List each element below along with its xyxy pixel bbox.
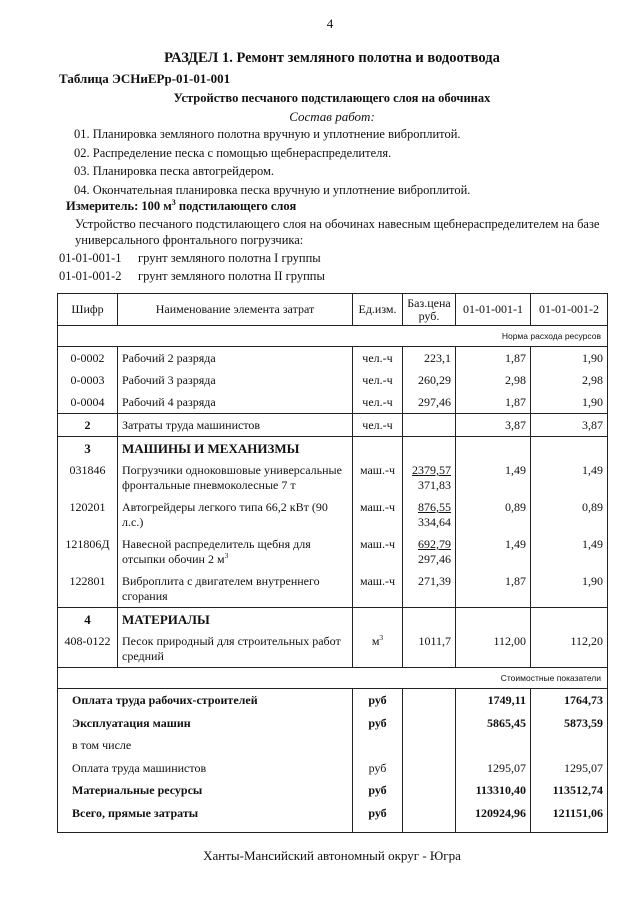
work-item: 04. Окончательная планировка песка вручную и уплотнение виброплитой. — [74, 182, 471, 197]
summary-unit: руб — [353, 689, 403, 712]
band-norms-row — [58, 326, 608, 347]
summary-row — [58, 757, 608, 780]
row-value-2: 1,49 — [531, 459, 608, 496]
table-header-row — [58, 294, 608, 326]
row-unit: маш.-ч — [353, 459, 403, 496]
row-code: 408-0122 — [58, 630, 118, 668]
table-section-row — [58, 437, 608, 460]
band-costs: Стоимостные показатели — [58, 668, 608, 689]
summary-value-2: 1295,07 — [531, 757, 608, 780]
summary-label: в том числе — [58, 734, 353, 757]
price-total: 692,79 — [418, 537, 451, 551]
measure-suffix: подстилающего слоя — [175, 199, 297, 213]
section-name: МАТЕРИАЛЫ — [118, 608, 353, 631]
row-unit-text: м — [371, 634, 380, 648]
empty-cell — [403, 712, 456, 735]
empty-cell — [58, 824, 353, 833]
header-code: Шифр — [58, 294, 118, 326]
table-row — [58, 369, 608, 391]
section-code: 3 — [58, 437, 118, 460]
row-code: 122801 — [58, 570, 118, 608]
table-row — [58, 347, 608, 370]
variant-label: грунт земляного полотна I группы — [138, 251, 321, 265]
row-price — [403, 533, 456, 570]
row-name: Песок природный для строительных работ средний — [118, 630, 353, 668]
empty-cell — [403, 757, 456, 780]
row-unit: маш.-ч — [353, 496, 403, 533]
table-row — [58, 570, 608, 608]
empty-cell — [403, 824, 456, 833]
header-unit: Ед.изм. — [353, 294, 403, 326]
header-name: Наименование элемента затрат — [118, 294, 353, 326]
row-value-1: 2,98 — [456, 369, 531, 391]
row-code: 031846 — [58, 459, 118, 496]
price-total: 2379,57 — [412, 463, 451, 477]
summary-value-1: 120924,96 — [456, 802, 531, 825]
table-row — [58, 496, 608, 533]
works-heading: Состав работ: — [289, 109, 375, 124]
summary-value-2: 1764,73 — [531, 689, 608, 712]
table-row — [58, 459, 608, 496]
empty-cell — [403, 802, 456, 825]
table-row — [58, 391, 608, 414]
row-price — [403, 414, 456, 437]
row-name: Рабочий 4 разряда — [118, 391, 353, 414]
measure-unit — [66, 199, 296, 214]
empty-cell — [403, 734, 456, 757]
summary-unit: руб — [353, 712, 403, 735]
empty-cell — [456, 824, 531, 833]
section-name: МАШИНЫ И МЕХАНИЗМЫ — [118, 437, 353, 460]
row-price: 223,1 — [403, 347, 456, 370]
row-value-1: 1,49 — [456, 459, 531, 496]
band-norms: Норма расхода ресурсов — [58, 326, 608, 347]
row-value-2: 0,89 — [531, 496, 608, 533]
row-code: 0-0003 — [58, 369, 118, 391]
row-price: 260,29 — [403, 369, 456, 391]
measure-prefix: Измеритель: 100 м — [66, 199, 172, 213]
summary-row — [58, 734, 608, 757]
row-code: 120201 — [58, 496, 118, 533]
variants-list — [59, 249, 325, 285]
row-price: 1011,7 — [403, 630, 456, 668]
table-row — [58, 533, 608, 570]
empty-cell — [531, 608, 608, 631]
summary-row — [58, 712, 608, 735]
empty-cell — [403, 608, 456, 631]
empty-cell — [531, 824, 608, 833]
row-value-1: 3,87 — [456, 414, 531, 437]
row-value-2: 1,49 — [531, 533, 608, 570]
row-name — [118, 533, 353, 570]
measure-sup: 3 — [171, 197, 176, 207]
summary-unit: руб — [353, 757, 403, 780]
section-code: 4 — [58, 608, 118, 631]
row-unit-sup: 3 — [379, 633, 384, 642]
summary-row — [58, 689, 608, 712]
summary-value-2: 121151,06 — [531, 802, 608, 825]
empty-cell — [403, 437, 456, 460]
row-price: 297,46 — [403, 391, 456, 414]
variant-code: 01-01-001-2 — [59, 269, 122, 283]
summary-value-2: 113512,74 — [531, 779, 608, 802]
header-price: Баз.цена руб. — [403, 294, 456, 326]
summary-unit: руб — [353, 779, 403, 802]
price-labor: 371,83 — [418, 478, 451, 492]
row-value-1: 1,87 — [456, 347, 531, 370]
table-subtitle: Устройство песчаного подстилающего слоя на обочинах — [173, 91, 491, 105]
empty-cell — [403, 779, 456, 802]
row-value-2: 1,90 — [531, 347, 608, 370]
row-code: 0-0002 — [58, 347, 118, 370]
row-unit: маш.-ч — [353, 533, 403, 570]
row-name-text: Навесной распределитель щебня для отсыпки обочин 2 м — [122, 537, 311, 566]
price-labor: 334,64 — [418, 515, 451, 529]
summary-value-1: 1749,11 — [456, 689, 531, 712]
variant-item — [59, 267, 325, 285]
row-name: Затраты труда машинистов — [118, 414, 353, 437]
row-code: 2 — [58, 414, 118, 437]
description: Устройство песчаного подстилающего слоя на обочинах навесным щебнераспределителем на базе универсального фронтального погрузчика: — [75, 217, 600, 247]
price-total: 876,55 — [418, 500, 451, 514]
summary-value-2: 5873,59 — [531, 712, 608, 735]
row-value-1: 1,87 — [456, 391, 531, 414]
summary-value-2 — [531, 734, 608, 757]
variant-code: 01-01-001-1 — [59, 251, 122, 265]
row-price — [403, 496, 456, 533]
works-list — [74, 125, 470, 199]
row-price: 271,39 — [403, 570, 456, 608]
empty-cell — [456, 437, 531, 460]
empty-cell — [353, 824, 403, 833]
work-item: 01. Планировка земляного полотна вручную и уплотнение виброплитой. — [74, 127, 461, 141]
resource-table — [57, 293, 608, 833]
table-row-group — [58, 414, 608, 437]
page-number: 4 — [326, 16, 334, 31]
empty-cell — [403, 689, 456, 712]
summary-value-1 — [456, 734, 531, 757]
row-price — [403, 459, 456, 496]
row-value-2: 1,90 — [531, 391, 608, 414]
table-bottom-padding — [58, 824, 608, 833]
row-name: Погрузчики одноковшовые универсальные фронтальные пневмоколесные 7 т — [118, 459, 353, 496]
row-value-2: 3,87 — [531, 414, 608, 437]
row-code: 0-0004 — [58, 391, 118, 414]
row-name: Рабочий 2 разряда — [118, 347, 353, 370]
summary-label: Всего, прямые затраты — [58, 802, 353, 825]
summary-label: Оплата труда рабочих-строителей — [58, 689, 353, 712]
row-value-2: 2,98 — [531, 369, 608, 391]
row-name: Рабочий 3 разряда — [118, 369, 353, 391]
work-item: 03. Планировка песка автогрейдером. — [74, 164, 275, 178]
empty-cell — [456, 608, 531, 631]
row-unit: чел.-ч — [353, 391, 403, 414]
section-title: РАЗДЕЛ 1. Ремонт земляного полотна и водоотвода — [164, 50, 500, 66]
price-labor: 297,46 — [418, 552, 451, 566]
variant-item — [59, 249, 325, 267]
row-unit: маш.-ч — [353, 570, 403, 608]
variant-label: грунт земляного полотна II группы — [138, 269, 325, 283]
row-value-1: 1,49 — [456, 533, 531, 570]
table-code: Таблица ЭСНиЕРр-01-01-001 — [59, 71, 231, 86]
header-variant-2: 01-01-001-2 — [531, 294, 608, 326]
header-variant-1: 01-01-001-1 — [456, 294, 531, 326]
row-name: Виброплита с двигателем внутреннего сгорания — [118, 570, 353, 608]
row-code: 121806Д — [58, 533, 118, 570]
summary-unit — [353, 734, 403, 757]
summary-label: Эксплуатация машин — [58, 712, 353, 735]
row-value-2: 112,20 — [531, 630, 608, 668]
band-costs-row — [58, 668, 608, 689]
row-name-sup: 3 — [224, 551, 229, 560]
empty-cell — [353, 608, 403, 631]
row-value-2: 1,90 — [531, 570, 608, 608]
empty-cell — [531, 437, 608, 460]
row-unit — [353, 630, 403, 668]
summary-row — [58, 779, 608, 802]
summary-row-total — [58, 802, 608, 825]
page-footer: Ханты-Мансийский автономный округ - Югра — [203, 848, 461, 863]
table-section-row — [58, 608, 608, 631]
row-value-1: 112,00 — [456, 630, 531, 668]
summary-value-1: 5865,45 — [456, 712, 531, 735]
empty-cell — [353, 437, 403, 460]
row-value-1: 0,89 — [456, 496, 531, 533]
row-unit: чел.-ч — [353, 414, 403, 437]
summary-label: Оплата труда машинистов — [58, 757, 353, 780]
summary-value-1: 113310,40 — [456, 779, 531, 802]
table-row — [58, 630, 608, 668]
summary-value-1: 1295,07 — [456, 757, 531, 780]
row-value-1: 1,87 — [456, 570, 531, 608]
summary-label: Материальные ресурсы — [58, 779, 353, 802]
row-name: Автогрейдеры легкого типа 66,2 кВт (90 л.с.) — [118, 496, 353, 533]
work-item: 02. Распределение песка с помощью щебнераспределителя. — [74, 145, 392, 160]
row-unit: чел.-ч — [353, 347, 403, 370]
summary-unit: руб — [353, 802, 403, 825]
row-unit: чел.-ч — [353, 369, 403, 391]
